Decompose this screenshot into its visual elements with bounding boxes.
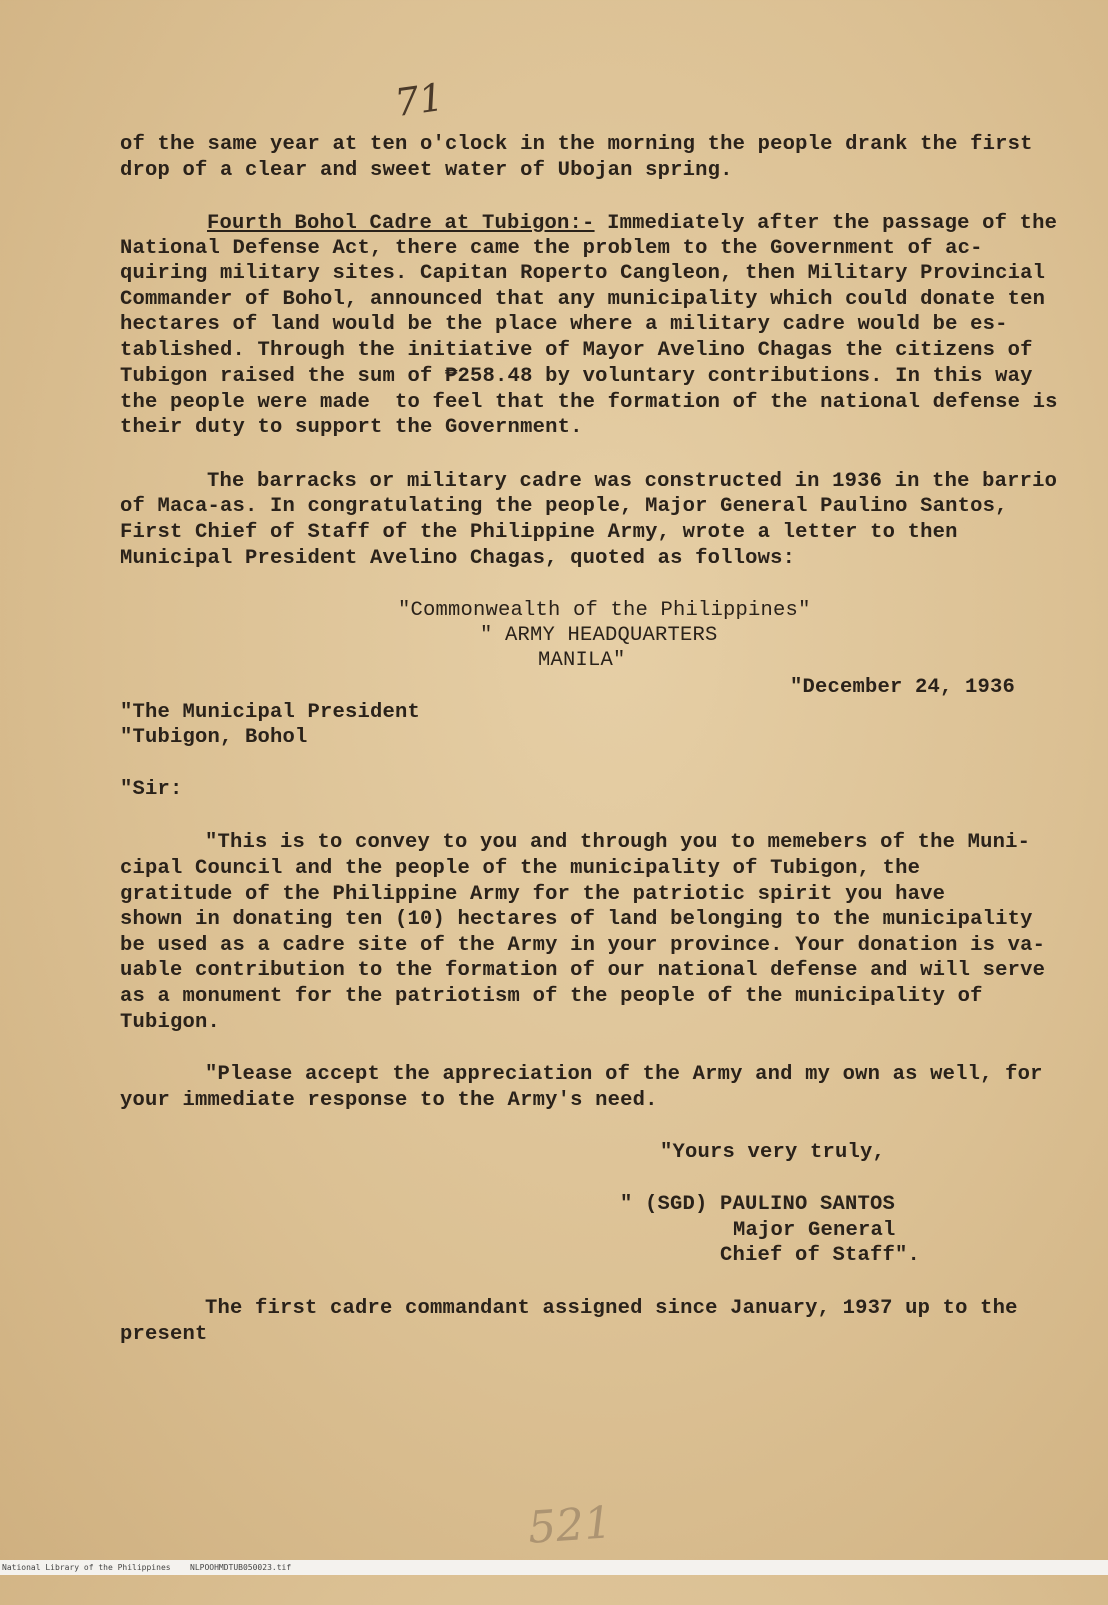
text-line: Tubigon raised the sum of ₱258.48 by voluntary contributions. In this way [120, 365, 1033, 388]
letter-header-line: MANILA" [538, 649, 626, 672]
letter-addressee: "Tubigon, Bohol [120, 726, 308, 749]
letter-line: your immediate response to the Army's need. [120, 1089, 658, 1112]
text-line: National Defense Act, there came the problem to the Government of ac- [120, 237, 983, 260]
stamped-number: 521 [526, 1497, 614, 1554]
text-line: of Maca-as. In congratulating the people, Major General Paulino Santos, [120, 495, 1008, 518]
text-span: Immediately after the passage of the [594, 212, 1058, 235]
letter-line: "This is to convey to you and through you to memebers of the Muni- [205, 831, 1031, 854]
archive-footer [0, 1560, 1108, 1575]
text-line: the people were made to feel that the formation of the national defense is [120, 391, 1058, 414]
text-line: drop of a clear and sweet water of Ubojan spring. [120, 159, 733, 182]
text-line: The first cadre commandant assigned since January, 1937 up to the [205, 1297, 1018, 1320]
letter-line: shown in donating ten (10) hectares of land belonging to the municipality [120, 908, 1033, 931]
text-line: hectares of land would be the place where a military cadre would be es- [120, 313, 1008, 336]
handwritten-page-number: 71 [392, 74, 447, 126]
letter-date: "December 24, 1936 [790, 676, 1016, 699]
letter-line: gratitude of the Philippine Army for the patriotic spirit you have [120, 883, 946, 906]
letter-header-line: "Commonwealth of the Philippines" [398, 599, 811, 622]
text-line: First Chief of Staff of the Philippine Army, wrote a letter to then [120, 521, 958, 544]
letter-line: as a monument for the patriotism of the people of the municipality of [120, 985, 983, 1008]
letter-closing: "Yours very truly, [660, 1141, 886, 1164]
letter-header-line: " ARMY HEADQUARTERS [480, 624, 718, 647]
text-line: their duty to support the Government. [120, 416, 583, 439]
footer-source: National Library of the Philippines [2, 1563, 171, 1572]
signature-line: " (SGD) PAULINO SANTOS [620, 1193, 896, 1216]
text-line: present [120, 1323, 208, 1346]
letter-addressee: "The Municipal President [120, 701, 421, 724]
letter-line: "Please accept the appreciation of the Army and my own as well, for [205, 1063, 1043, 1086]
signature-line: Chief of Staff". [720, 1244, 921, 1267]
section-heading: Fourth Bohol Cadre at Tubigon:- [207, 212, 595, 235]
text-line: of the same year at ten o'clock in the morning the people drank the first [120, 133, 1033, 156]
letter-line: be used as a cadre site of the Army in your province. Your donation is va- [120, 934, 1046, 957]
signature-line: Major General [733, 1219, 896, 1242]
letter-line: Tubigon. [120, 1011, 221, 1034]
footer-file: NLPOOHMDTUB050023.tif [190, 1563, 292, 1572]
letter-salutation: "Sir: [120, 778, 183, 801]
letter-line: uable contribution to the formation of our national defense and will serve [120, 959, 1046, 982]
text-line: Municipal President Avelino Chagas, quoted as follows: [120, 547, 796, 570]
text-line: quiring military sites. Capitan Roperto Cangleon, then Military Provincial [120, 262, 1046, 285]
text-line: The barracks or military cadre was constructed in 1936 in the barrio [207, 470, 1058, 493]
text-line: tablished. Through the initiative of Mayor Avelino Chagas the citizens of [120, 339, 1033, 362]
letter-line: cipal Council and the people of the municipality of Tubigon, the [120, 857, 921, 880]
text-line: Commander of Bohol, announced that any municipality which could donate ten [120, 288, 1046, 311]
text-line [207, 211, 1057, 237]
